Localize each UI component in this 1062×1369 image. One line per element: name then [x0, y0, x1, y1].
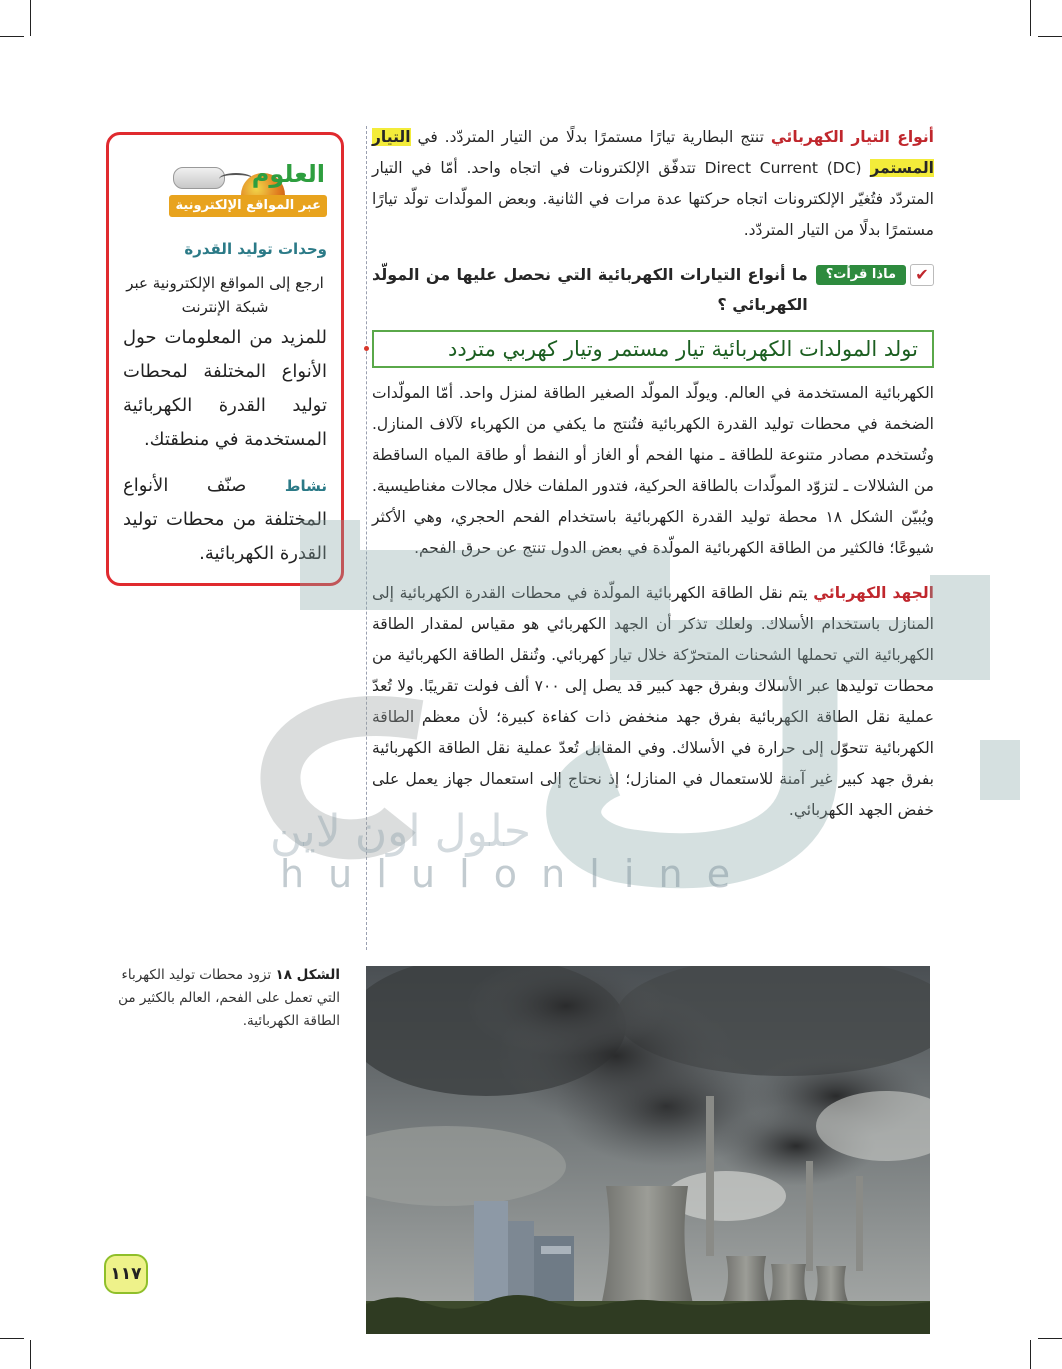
page-number: ١١٧	[104, 1254, 148, 1294]
reading-check-label: ماذا قرأت؟	[816, 265, 906, 285]
answer-box[interactable]	[372, 330, 934, 368]
crop-mark	[1030, 0, 1031, 36]
sidebar-sites-label: عبر المواقع الإلكترونية	[169, 195, 327, 217]
column-divider	[366, 126, 367, 950]
crop-mark	[30, 1340, 31, 1369]
sidebar-instruction: ارجع إلى المواقع الإلكترونية عبر شبكة الإنترنت	[126, 274, 324, 316]
crop-mark	[1038, 36, 1062, 37]
reading-check-question: ما أنواع التيارات الكهربائية التي نحصل عليها من المولّد الكهربائي ؟	[372, 265, 808, 314]
sidebar-header	[123, 151, 327, 223]
activity-label: نشاط	[284, 477, 327, 495]
crop-mark	[1038, 1338, 1062, 1339]
crop-mark	[0, 36, 24, 37]
power-plant-photo	[366, 966, 930, 1334]
check-icon: ✔	[910, 264, 934, 286]
reading-check	[372, 260, 934, 320]
figure-caption	[104, 964, 340, 1033]
crop-mark	[30, 0, 31, 36]
term-current-types: أنواع التيار الكهربائي	[770, 128, 934, 146]
watermark-arabic: حلول اون لاين	[270, 806, 532, 857]
figure-caption-text: تزود محطات توليد الكهرباء التي تعمل على الفحم، العالم بالكثير من الطاقة الكهربائية.	[118, 967, 340, 1029]
watermark-latin: h u l u l o n l i n e	[280, 852, 737, 896]
computer-mouse-icon	[173, 167, 225, 189]
bullet-dot	[364, 346, 369, 351]
term-voltage: الجهد الكهربائي	[813, 584, 934, 602]
p1-text-a: تنتج البطارية تيارًا مستمرًا بدلًا من التيار المتردّد. في	[417, 128, 764, 146]
answer-text: تولد المولدات الكهربائية تيار مستمر وتيار كهربي متردد	[448, 337, 918, 361]
sidebar-online-science	[106, 132, 344, 586]
sidebar-details: للمزيد من المعلومات حول الأنواع المختلفة لمحطات توليد القدرة الكهربائية المستخدمة في منطقتك.	[123, 327, 327, 450]
sidebar-title: وحدات توليد القدرة	[184, 240, 327, 258]
paragraph-voltage	[372, 578, 934, 826]
main-column	[372, 122, 934, 840]
activity-text: صنّف الأنواع المختلفة من محطات توليد القدرة الكهربائية.	[123, 475, 327, 564]
figure-label: الشكل ١٨	[275, 967, 340, 983]
paragraph-current-types	[372, 122, 934, 246]
sidebar-science-label: العلوم	[251, 160, 325, 188]
crop-mark	[1030, 1340, 1031, 1369]
p3-text: يتم نقل الطاقة الكهربائية المولّدة في محطات القدرة الكهربائية إلى المنازل باستخدام الأسلاك. ولعلك تذكر أن الجهد الكهربائي هو مقياس لمقدار الطاقة الكهربائية التي تحملها الشحنات المتحرّكة خلال تيار كهربائي. وتُنقل الطاقة الكهربائية من محطات توليدها عبر الأسلاك وبفرق جهد كبير قد يصل إلى ٧٠٠ ألف فولت تقريبًا. ولا تُعدّ عملية نقل الطاقة الكهربائية بفرق جهد منخفض ذات كفاءة كبيرة؛ لأن معظم الطاقة الكهربائية تتحوّل إلى حرارة في الأسلاك. وفي المقابل تُعدّ عملية نقل الطاقة الكهربائية بفرق جهد كبير غير آمنة للاستعمال في المنازل؛ إذ نحتاج إلى استعمال جهاز يعمل على خفض الجهد الكهربائي.	[372, 584, 934, 819]
p1-text-b: تتدفّق الإلكترونات في اتجاه واحد. أمّا في التيار المتردّد فتُغيّر الإلكترونات اتجاه حركتها عدة مرات في الثانية. وبعض المولّدات تولّد تيارًا مستمرًا بدلًا من التيار المتردّد.	[372, 159, 934, 239]
term-direct-current: التيار المستمر	[372, 128, 934, 177]
power-plant-illustration	[366, 966, 930, 1334]
term-direct-current-en: Direct Current (DC)	[704, 159, 862, 177]
paragraph-generators: الكهربائية المستخدمة في العالم. ويولّد المولّد الصغير الطاقة لمنزل واحد. أمّا المولّدات الضخمة في محطات توليد القدرة الكهربائية فتُنتج ما يكفي من الكهرباء لآلاف المنازل. وتُستخدم مصادر متنوعة للطاقة ـ منها الفحم أو الغاز أو النفط أو طاقة المياه الساقطة من الشلالات ـ لتزوّد المولّدات بالطاقة الحركية، فتدور الملفات خلال مجالات مغناطيسية. ويُبيّن الشكل ١٨ محطة توليد القدرة الكهربائية باستخدام الفحم الحجري، وهي الأكثر شيوعًا؛ فالكثير من الطاقة الكهربائية المولّدة في بعض الدول تنتج عن حرق الفحم.	[372, 384, 934, 557]
crop-mark	[0, 1338, 24, 1339]
sidebar-activity	[123, 469, 327, 571]
reading-check-badge	[816, 264, 934, 286]
